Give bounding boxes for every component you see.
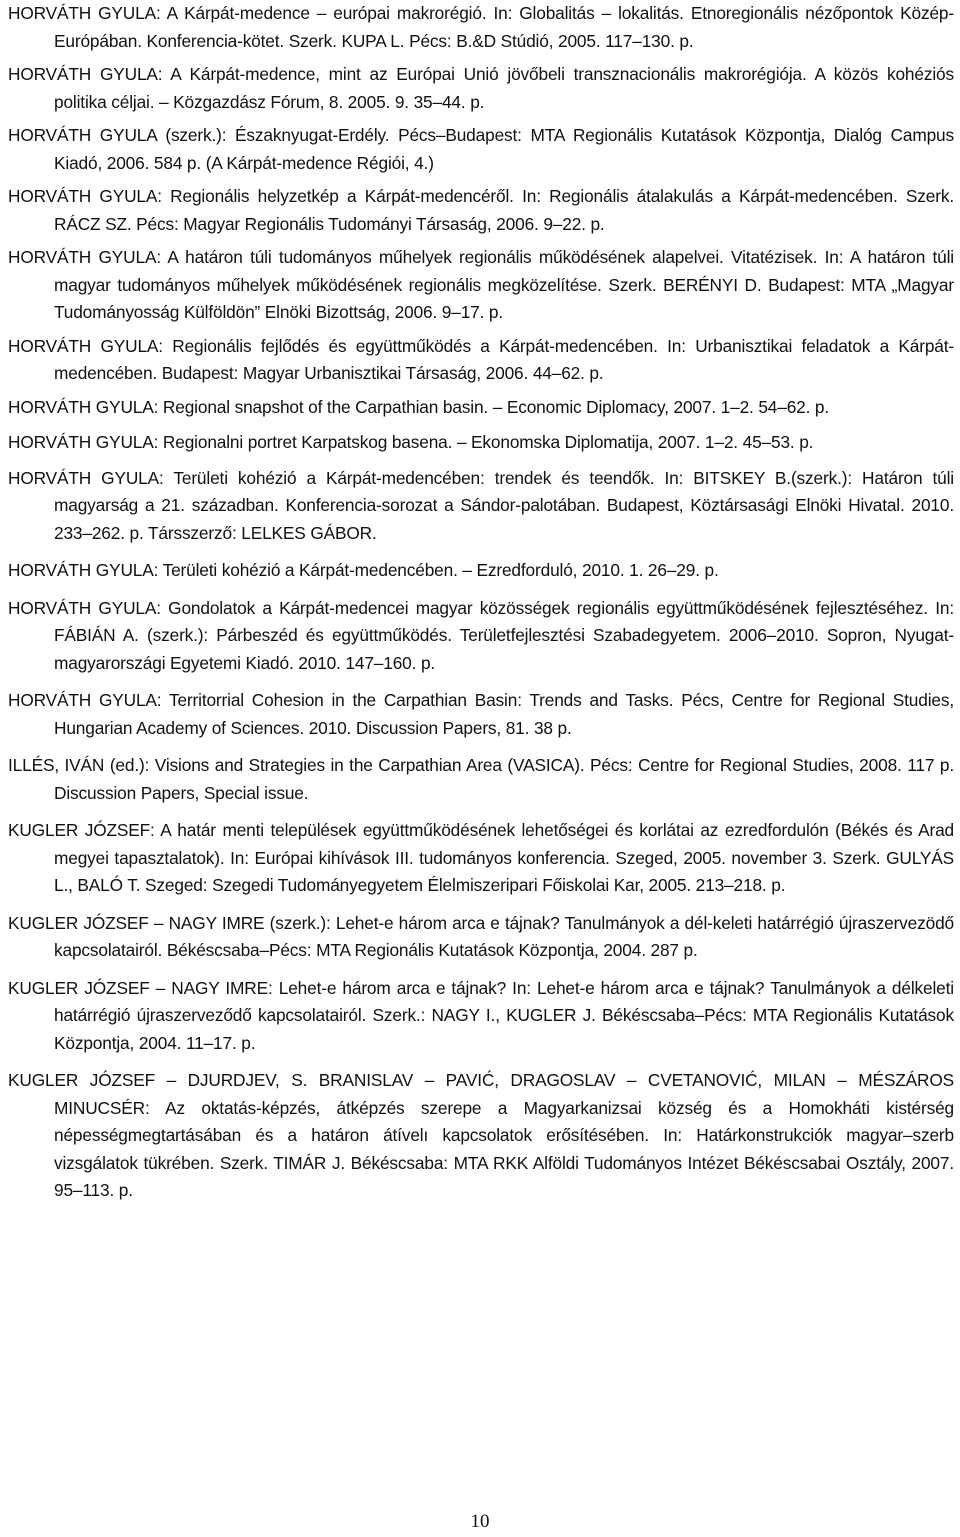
reference-entry: HORVÁTH GYULA: Területi kohézió a Kárpát-medencében. – Ezredforduló, 2010. 1. 26–29. p. (8, 560, 719, 580)
reference-entry: HORVÁTH GYULA: Regionális fejlődés és együttműködés a Kárpát-medencében. In: Urbanisztikai feladatok a Kárpát-medencében. Budapest: Magyar Urbanisztikai Társaság, 2006. 44–62. p. (8, 335, 954, 383)
reference-entry: HORVÁTH GYULA: A határon túli tudományos műhelyek regionális működésének alapelvei. Vitatézisek. In: A határon túli magyar tudományos műhelyek működésének regionális megközelítése. Szerk. BERÉNYI D. Budapest: MTA „Magyar Tudományosság Külföldön” Elnöki Bizottság, 2006. 9–17. p. (8, 247, 954, 322)
bibliography-list (8, 0, 954, 1205)
reference-entry: ILLÉS, IVÁN (ed.): Visions and Strategies in the Carpathian Area (VASICA). Pécs: Centre for Regional Studies, 2008. 117 p. Discussion Papers, Special issue. (8, 755, 954, 803)
reference-entry: HORVÁTH GYULA: Territorrial Cohesion in the Carpathian Basin: Trends and Tasks. Pécs, Centre for Regional Studies, Hungarian Academy of Sciences. 2010. Discussion Papers, 81. 38 p. (8, 690, 954, 738)
reference-entry: HORVÁTH GYULA: Regionális helyzetkép a Kárpát-medencéről. In: Regionális átalakulás a Kárpát-medencében. Szerk. RÁCZ SZ. Pécs: Magyar Regionális Tudományi Társaság, 2006. 9–22. p. (8, 186, 954, 234)
reference-entry: KUGLER JÓZSEF – DJURDJEV, S. BRANISLAV – PAVIĆ, DRAGOSLAV – CVETANOVIĆ, MILAN – MÉSZÁROS MINUCSÉR: Az oktatás-képzés, átképzés szerepe a Magyarkanizsai község és a Homokháti kistérség népességmegtartásában és a határon átívelı kapcsolatok erősítésében. In: Határkonstrukciók magyar–szerb vizsgálatok tükrében. Szerk. TIMÁR J. Békéscsaba: MTA RKK Alföldi Tudományos Intézet Békéscsabai Osztály, 2007. 95–113. p. (8, 1070, 954, 1200)
page-number: 10 (470, 1511, 490, 1532)
reference-entry: HORVÁTH GYULA: Regionalni portret Karpatskog basena. – Ekonomska Diplomatija, 2007. 1–2. 45–53. p. (8, 432, 814, 452)
reference-entry: KUGLER JÓZSEF: A határ menti települések együttműködésének lehetőségei és korlátai az ezredfordulón (Békés és Arad megyei tapasztalatok). In: Európai kihívások III. tudományos konferencia. Szeged, 2005. november 3. Szerk. GULYÁS L., BALÓ T. Szeged: Szegedi Tudományegyetem Élelmiszeripari Főiskolai Kar, 2005. 213–218. p. (8, 820, 954, 895)
reference-entry: HORVÁTH GYULA: A Kárpát-medence, mint az Európai Unió jövőbeli transznacionális makrorégiója. A közös kohéziós politika céljai. – Közgazdász Fórum, 8. 2005. 9. 35–44. p. (8, 64, 954, 112)
reference-entry: KUGLER JÓZSEF – NAGY IMRE: Lehet-e három arca e tájnak? In: Lehet-e három arca e tájnak? Tanulmányok a délkeleti határrégió újraszerveződő kapcsolatairól. Szerk.: NAGY I., KUGLER J. Békéscsaba–Pécs: MTA Regionális Kutatások Központja, 2004. 11–17. p. (8, 977, 954, 1053)
reference-entry: HORVÁTH GYULA (szerk.): Északnyugat-Erdély. Pécs–Budapest: MTA Regionális Kutatások Központja, Dialóg Campus Kiadó, 2006. 584 p. (A Kárpát-medence Régiói, 4.) (8, 125, 954, 173)
reference-entry: HORVÁTH GYULA: Területi kohézió a Kárpát-medencében: trendek és teendők. In: BITSKEY B.(szerk.): Határon túli magyarság a 21. században. Konferencia-sorozat a Sándor-palotában. Budapest, Köztársasági Elnöki Hivatal. 2010. 233–262. p. Társszerző: LELKES GÁBOR. (8, 467, 954, 543)
reference-entry: HORVÁTH GYULA: A Kárpát-medence – európai makrorégió. In: Globalitás – lokalitás. Etnoregionális nézőpontok Közép-Európában. Konferencia-kötet. Szerk. KUPA L. Pécs: B.&D Stúdió, 2005. 117–130. p. (8, 3, 954, 51)
reference-entry: KUGLER JÓZSEF – NAGY IMRE (szerk.): Lehet-e három arca e tájnak? Tanulmányok a dél-keleti határrégió újraszervezödő kapcsolatairól. Békéscsaba–Pécs: MTA Regionális Kutatások Központja, 2004. 287 p. (8, 912, 954, 960)
reference-entry: HORVÁTH GYULA: Regional snapshot of the Carpathian basin. – Economic Diplomacy, 2007. 1–2. 54–62. p. (8, 396, 830, 417)
reference-entry: HORVÁTH GYULA: Gondolatok a Kárpát-medencei magyar közösségek regionális együttműködésének fejlesztéséhez. In: FÁBIÁN A. (szerk.): Párbeszéd és együttműködés. Területfejlesztési Szabadegyetem. 2006–2010. Sopron, Nyugat-magyarországi Egyetemi Kiadó. 2010. 147–160. p. (8, 597, 954, 673)
